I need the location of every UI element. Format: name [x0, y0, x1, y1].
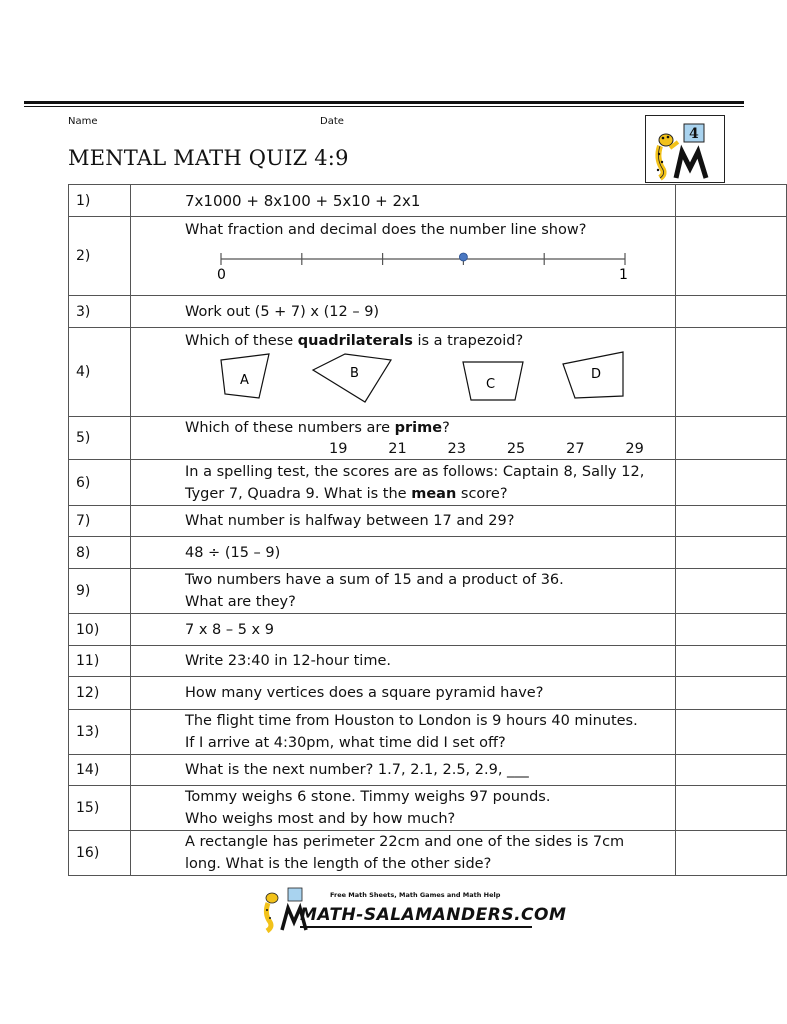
- question-text-line1: In a spelling test, the scores are as follows: Captain 8, Sally 12,: [185, 463, 645, 480]
- answer-cell[interactable]: [676, 755, 787, 786]
- question-row-15: [69, 786, 787, 831]
- footer-tagline: Free Math Sheets, Math Games and Math Help: [330, 891, 501, 899]
- question-text-line1: A rectangle has perimeter 22cm and one of the sides is 7cm: [185, 834, 625, 850]
- answer-cell[interactable]: [676, 614, 787, 646]
- question-row-8: [69, 537, 787, 569]
- page-title: MENTAL MATH QUIZ 4:9: [68, 146, 349, 170]
- question-row-13: [69, 710, 787, 755]
- shape-a-label: A: [240, 373, 249, 388]
- answer-cell[interactable]: [676, 328, 787, 417]
- number-line-point: [459, 253, 467, 261]
- number-line: [185, 241, 628, 285]
- shape-c-label: C: [486, 377, 496, 392]
- question-text: What fraction and decimal does the number line show?: [185, 222, 587, 238]
- question-number: 5): [69, 417, 131, 460]
- question-cell: [131, 217, 676, 296]
- shape-b-label: B: [350, 366, 359, 381]
- question-cell: [131, 417, 676, 460]
- question-text-part: Tyger 7, Quadra 9. What is the: [185, 485, 412, 502]
- question-text: 7x1000 + 8x100 + 5x10 + 2x1: [131, 185, 676, 217]
- name-label: Name: [68, 116, 98, 127]
- question-text: How many vertices does a square pyramid have?: [131, 677, 676, 710]
- question-text: 7 x 8 – 5 x 9: [131, 614, 676, 646]
- question-text-part: Which of these: [185, 333, 298, 349]
- answer-cell[interactable]: [676, 217, 787, 296]
- question-number: 10): [69, 614, 131, 646]
- question-text-line1: Two numbers have a sum of 15 and a product of 36.: [185, 572, 564, 588]
- question-text: Work out (5 + 7) x (12 – 9): [131, 296, 676, 328]
- question-number: 14): [69, 755, 131, 786]
- quiz-table: [68, 184, 787, 876]
- question-number: 1): [69, 185, 131, 217]
- header-rule-thin: [24, 106, 744, 107]
- question-text-line2: If I arrive at 4:30pm, what time did I set off?: [185, 735, 506, 751]
- question-number: 4): [69, 328, 131, 417]
- quadrilateral-shapes: [185, 352, 625, 412]
- number-line-start-label: 0: [217, 267, 226, 283]
- answer-cell[interactable]: [676, 786, 787, 831]
- date-label: Date: [320, 116, 344, 127]
- question-text: What is the next number? 1.7, 2.1, 2.5, 2.9, ___: [131, 755, 676, 786]
- question-text-part: Which of these numbers are: [185, 420, 395, 436]
- question-row-3: [69, 296, 787, 328]
- question-cell: [131, 328, 676, 417]
- question-row-10: [69, 614, 787, 646]
- answer-cell[interactable]: [676, 569, 787, 614]
- question-row-6: [69, 460, 787, 506]
- question-text-bold: prime: [394, 420, 443, 436]
- question-row-4: [69, 328, 787, 417]
- question-row-5: [69, 417, 787, 460]
- question-number: 8): [69, 537, 131, 569]
- question-number: 11): [69, 646, 131, 677]
- question-text-part: ?: [442, 420, 450, 436]
- question-text-part: score?: [456, 485, 508, 502]
- question-number: 15): [69, 786, 131, 831]
- footer-brand: MATH-SALAMANDERS.COM: [300, 905, 567, 925]
- question-row-14: [69, 755, 787, 786]
- question-text-part: is a trapezoid?: [412, 333, 524, 349]
- answer-cell[interactable]: [676, 831, 787, 876]
- answer-cell[interactable]: [676, 506, 787, 537]
- question-cell: [131, 569, 676, 614]
- question-cell: [131, 460, 676, 506]
- question-cell: [131, 831, 676, 876]
- answer-cell[interactable]: [676, 537, 787, 569]
- logo-badge-number: 4: [689, 126, 699, 142]
- question-text: What number is halfway between 17 and 29?: [131, 506, 676, 537]
- question-row-11: [69, 646, 787, 677]
- question-number: 9): [69, 569, 131, 614]
- number-list: 19 21 23 25 27 29: [329, 441, 644, 457]
- question-number: 3): [69, 296, 131, 328]
- answer-cell[interactable]: [676, 417, 787, 460]
- answer-cell[interactable]: [676, 296, 787, 328]
- header-rule-thick: [24, 101, 744, 104]
- question-row-2: [69, 217, 787, 296]
- question-text-line2: long. What is the length of the other side?: [185, 856, 492, 872]
- salamander-logo: [645, 115, 725, 183]
- question-number: 2): [69, 217, 131, 296]
- question-text: [185, 330, 675, 352]
- question-text: [185, 417, 675, 439]
- question-row-9: [69, 569, 787, 614]
- answer-cell[interactable]: [676, 710, 787, 755]
- answer-cell[interactable]: [676, 185, 787, 217]
- question-cell: [131, 786, 676, 831]
- footer-underline: [300, 926, 532, 928]
- question-cell: [131, 710, 676, 755]
- question-text-line2: Who weighs most and by how much?: [185, 811, 456, 827]
- question-number: 7): [69, 506, 131, 537]
- question-text-bold: quadrilaterals: [297, 333, 413, 349]
- question-number: 6): [69, 460, 131, 506]
- question-number: 12): [69, 677, 131, 710]
- question-text-line1: The flight time from Houston to London is 9 hours 40 minutes.: [185, 713, 638, 729]
- question-row-16: [69, 831, 787, 876]
- salamander-logo-icon: [646, 116, 724, 182]
- question-row-1: [69, 185, 787, 217]
- question-text-line2: [185, 483, 675, 505]
- answer-cell[interactable]: [676, 460, 787, 506]
- question-text-line2: What are they?: [185, 594, 296, 610]
- question-text: Write 23:40 in 12-hour time.: [131, 646, 676, 677]
- question-text: 48 ÷ (15 – 9): [131, 537, 676, 569]
- question-text-bold: mean: [411, 485, 457, 502]
- answer-cell[interactable]: [676, 646, 787, 677]
- question-number: 16): [69, 831, 131, 876]
- question-number: 13): [69, 710, 131, 755]
- number-line-end-label: 1: [619, 267, 628, 283]
- shape-d-label: D: [591, 367, 602, 382]
- question-row-12: [69, 677, 787, 710]
- question-text-line1: Tommy weighs 6 stone. Timmy weighs 97 pounds.: [185, 789, 551, 805]
- answer-cell[interactable]: [676, 677, 787, 710]
- question-row-7: [69, 506, 787, 537]
